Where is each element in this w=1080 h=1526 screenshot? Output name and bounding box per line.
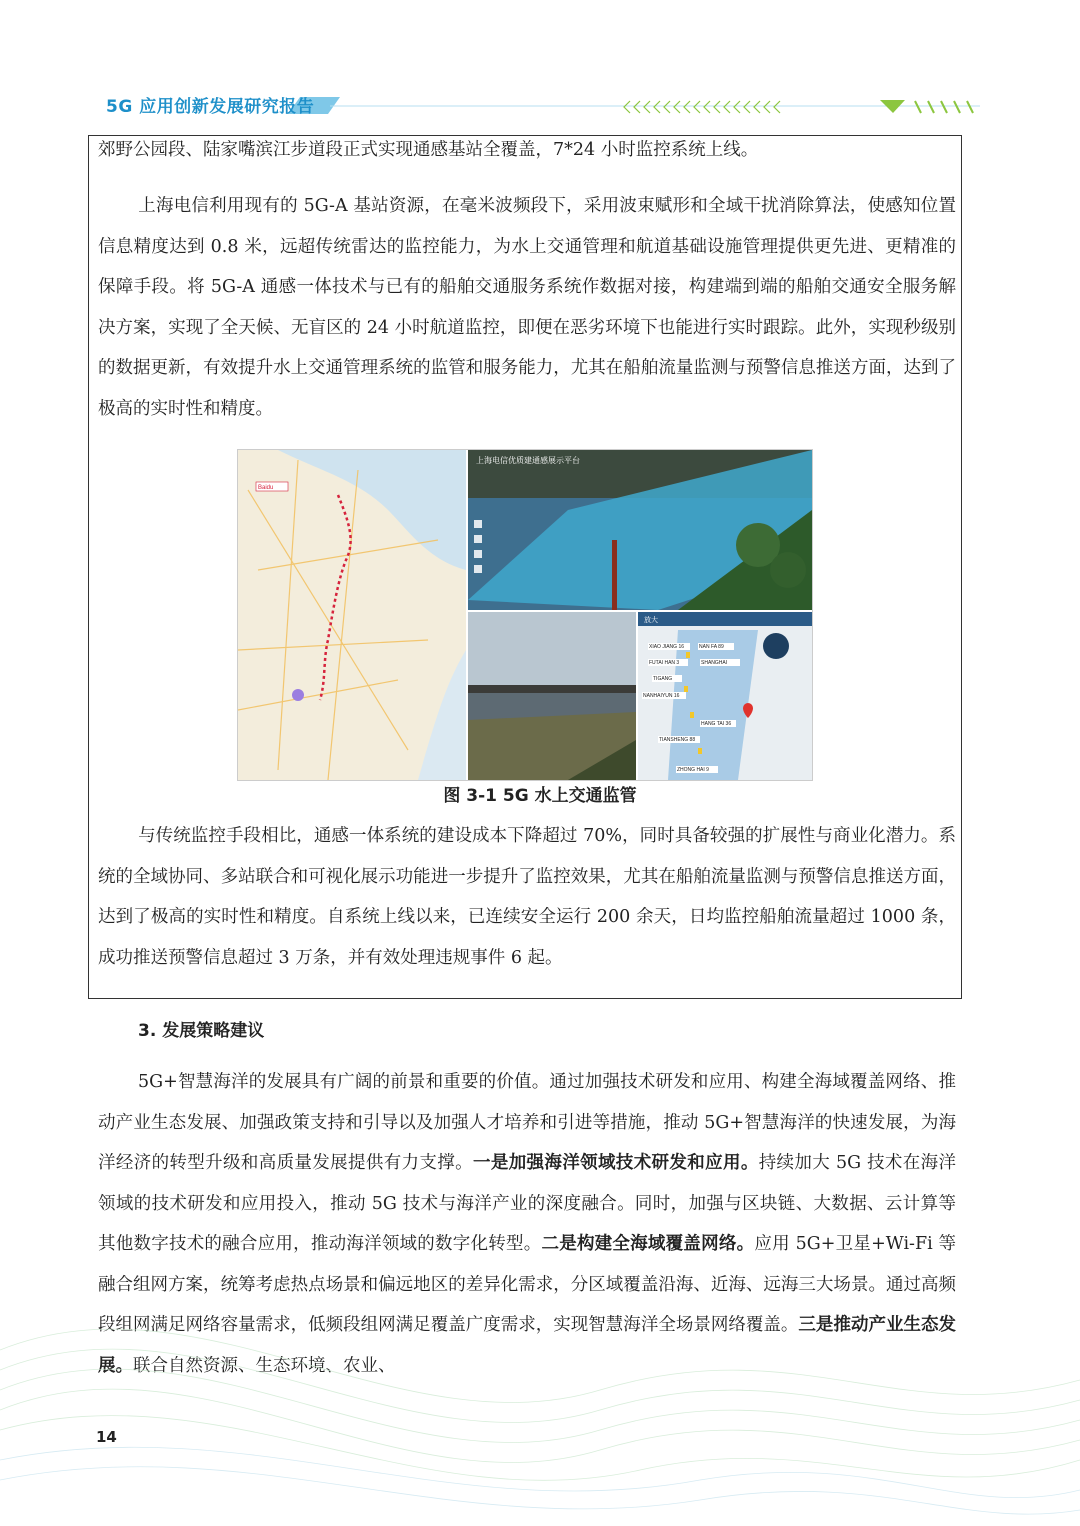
ship-label-1: XIAO JIANG 16 [649,644,685,650]
ship-label-8: TIANSHENG 88 [659,737,696,743]
page-number: 14 [96,1428,117,1446]
zoom-label: 放大 [644,617,658,624]
report-header-title: 5G 应用创新发展研究报告 [106,97,315,117]
figure-caption: 图 3-1 5G 水上交通监管 [443,786,637,806]
box-paragraph-3-text: 与传统监控手段相比，通感一体系统的建设成本下降超过 70%，同时具备较强的扩展性与商业化潜力。系统的全域协同、多站联合和可视化展示功能进一步提升了监控效果，尤其在船舶流量监测与预警信息推送方面，达到了极高的实时性和精度。自系统上线以来，已连续安全运行 200 余天，日均监控船舶流量超过 1000 条，成功推送预警信息超过 3 万条，并有效处理违规事件 6 起。 [98,826,956,968]
footer-wave-decoration [0,1230,1080,1526]
body-bold-3: 三是推动产业生态发展。 [98,1315,957,1376]
body-bold-1: 一是加强海洋领域技术研发和应用。 [472,1153,759,1173]
ship-label-2: NAN FA 89 [699,644,724,650]
box-paragraph-3 [98,816,956,978]
ship-label-4: SHANGHAI [701,660,728,666]
ship-label-6: NANHAIYUN 16 [643,693,680,699]
section-title: 3. 发展策略建议 [138,1021,265,1041]
box-paragraph-2 [98,186,956,429]
body-text-3: 应用 5G+卫星+Wi-Fi 等融合组网方案，统筹考虑热点场景和偏远地区的差异化需求，分区域覆盖沿海、近海、远海三大场景。通过高频段组网满足网络容量需求，低频段组网满足覆盖广度需求，实现智慧海洋全场景网络覆盖。 [98,1234,957,1335]
platform-title: 上海电信优质建通感展示平台 [476,456,580,465]
body-text-1: 5G+智慧海洋的发展具有广阔的前景和重要的价值。通过加强技术研发和应用、构建全海域覆盖网络、推动产业生态发展、加强政策支持和引导以及加强人才培养和引进等措施，推动 5G+智慧海洋的快速发展，为海洋经济的转型升级和高质量发展提供有力支撑。 [98,1072,956,1173]
box-paragraph-2-text: 上海电信利用现有的 5G-A 基站资源，在毫米波频段下，采用波束赋形和全域干扰消除算法，使感知位置信息精度达到 0.8 米，远超传统雷达的监控能力，为水上交通管理和航道基础设施管理提供更先进、更精准的保障手段。将 5G-A 通感一体技术与已有的船舶交通服务系统作数据对接，构建端到端的船舶交通安全服务解决方案，实现了全天候、无盲区的 24 小时航道监控，即便在恶劣环境下也能进行实时跟踪。此外，实现秒级别的数据更新，有效提升水上交通管理系统的监管和服务能力，尤其在船舶流量监测与预警信息推送方面，达到了极高的实时性和精度。 [98,196,956,419]
ship-label-5: TIGANG [653,676,673,682]
ship-label-3: FUTAI HAN 3 [649,660,680,666]
body-text-4: 联合自然资源、生态环境、农业、 [133,1355,396,1376]
figure-composite-image [238,450,812,780]
ship-label-7: HANG TAI 36 [701,721,732,727]
map-label: Baidu [258,485,274,491]
ship-label-9: ZHONG HAI 9 [677,767,709,773]
body-text-2: 持续加大 5G 技术在海洋领域的技术研发和应用投入，推动 5G 技术与海洋产业的深度融合。同时，加强与区块链、大数据、云计算等其他数字技术的融合应用，推动海洋领域的数字化转型。 [98,1153,956,1254]
box-paragraph-1: 郊野公园段、陆家嘴滨江步道段正式实现通感基站全覆盖，7*24 小时监控系统上线。 [98,140,759,160]
body-bold-2: 二是构建全海域覆盖网络。 [541,1234,755,1254]
figure-water-traffic [237,449,813,781]
